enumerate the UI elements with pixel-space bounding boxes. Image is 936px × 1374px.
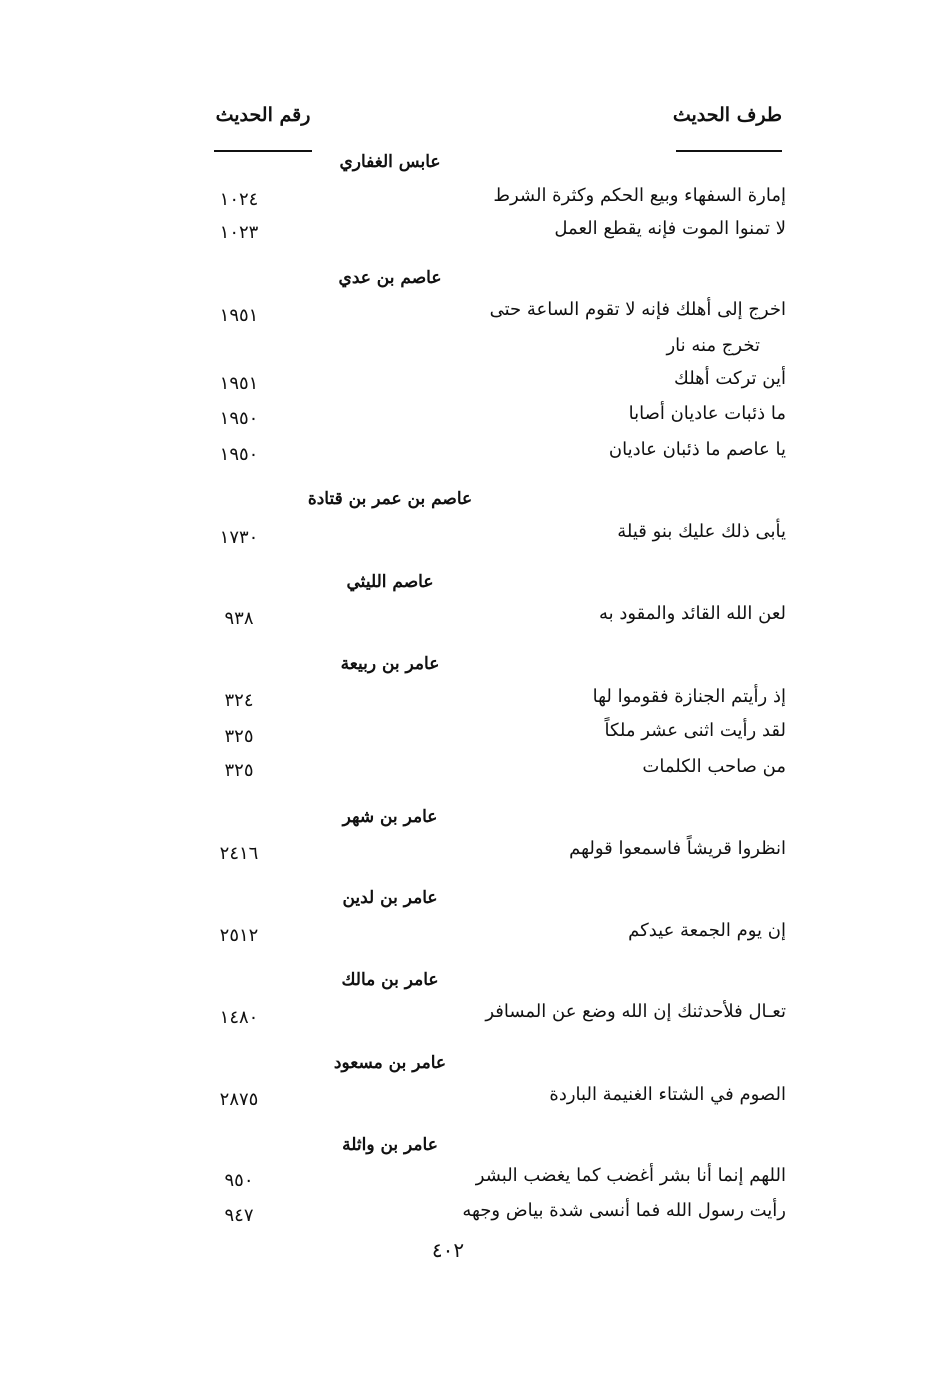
narrator-heading: عامر بن مالك: [341, 970, 439, 990]
header-underline-right: [676, 150, 782, 152]
hadith-number: ٢٥١٢: [219, 925, 259, 946]
hadith-number: ٩٣٨: [224, 608, 254, 629]
hadith-number: ١٩٥٠: [219, 408, 259, 429]
hadith-number: ٣٢٥: [224, 726, 254, 747]
hadith-number: ٣٢٤: [224, 690, 254, 711]
hadith-number: ١٩٥١: [219, 305, 259, 326]
hadith-entry: لعن الله القائد والمقود به: [598, 603, 786, 624]
hadith-number: ٢٨٧٥: [219, 1089, 259, 1110]
hadith-entry: اللهم إنما أنا بشر أغضب كما يغضب البشر: [475, 1165, 786, 1186]
hadith-entry: ما ذئبات عاديان أصابا: [628, 403, 786, 424]
hadith-entry: يا عاصم ما ذئبان عاديان: [608, 439, 786, 460]
narrator-heading: عامر بن شهر: [342, 807, 438, 827]
narrator-heading: عاصم بن عدي: [338, 268, 442, 288]
hadith-number: ٢٤١٦: [219, 843, 259, 864]
column-header-hadith-text: طرف الحديث: [672, 104, 782, 126]
narrator-heading: عامر بن ربيعة: [340, 654, 440, 674]
hadith-entry: رأيت رسول الله فما أنسى شدة بياض وجهه: [462, 1200, 786, 1221]
hadith-number: ١٠٢٤: [219, 189, 259, 210]
narrator-heading: عامر بن لدين: [342, 888, 438, 908]
hadith-number: ٩٤٧: [224, 1205, 254, 1226]
hadith-entry: اخرج إلى أهلك فإنه لا تقوم الساعة حتى: [489, 299, 786, 320]
hadith-entry: الصوم في الشتاء الغنيمة الباردة: [549, 1084, 786, 1105]
hadith-number: ٣٢٥: [224, 760, 254, 781]
hadith-entry: تعـال فلأحدثنك إن الله وضع عن المسافر: [485, 1001, 786, 1022]
hadith-number: ١٩٥٠: [219, 444, 259, 465]
narrator-heading: عاصم الليثي: [346, 572, 434, 592]
hadith-entry: أين تركت أهلك: [674, 368, 786, 389]
hadith-number: ١٤٨٠: [219, 1007, 259, 1028]
hadith-entry: لا تمنوا الموت فإنه يقطع العمل: [554, 218, 786, 239]
hadith-entry-continuation: تخرج منه نار: [666, 335, 760, 356]
page-number: ٤٠٢: [431, 1238, 465, 1262]
hadith-entry: إن يوم الجمعة عيدكم: [628, 920, 786, 941]
narrator-heading: عاصم بن عمر بن قتادة: [307, 489, 473, 509]
hadith-number: ١٧٣٠: [219, 527, 259, 548]
hadith-entry: لقد رأيت اثنى عشر ملكاً: [604, 720, 786, 741]
hadith-entry: إذ رأيتم الجنازة فقوموا لها: [592, 686, 786, 707]
hadith-number: ٩٥٠: [224, 1170, 254, 1191]
narrator-heading: عامر بن واثلة: [342, 1135, 438, 1155]
hadith-number: ١٠٢٣: [219, 222, 259, 243]
column-header-hadith-number: رقم الحديث: [215, 104, 311, 126]
hadith-entry: من صاحب الكلمات: [642, 756, 786, 777]
hadith-entry: انظروا قريشاً فاسمعوا قولهم: [569, 838, 786, 859]
hadith-entry: إمارة السفهاء وبيع الحكم وكثرة الشرط: [493, 185, 786, 206]
narrator-heading: عابس الغفاري: [339, 152, 441, 172]
hadith-number: ١٩٥١: [219, 373, 259, 394]
narrator-heading: عامر بن مسعود: [333, 1053, 447, 1073]
hadith-entry: يأبى ذلك عليك بنو قيلة: [617, 521, 786, 542]
